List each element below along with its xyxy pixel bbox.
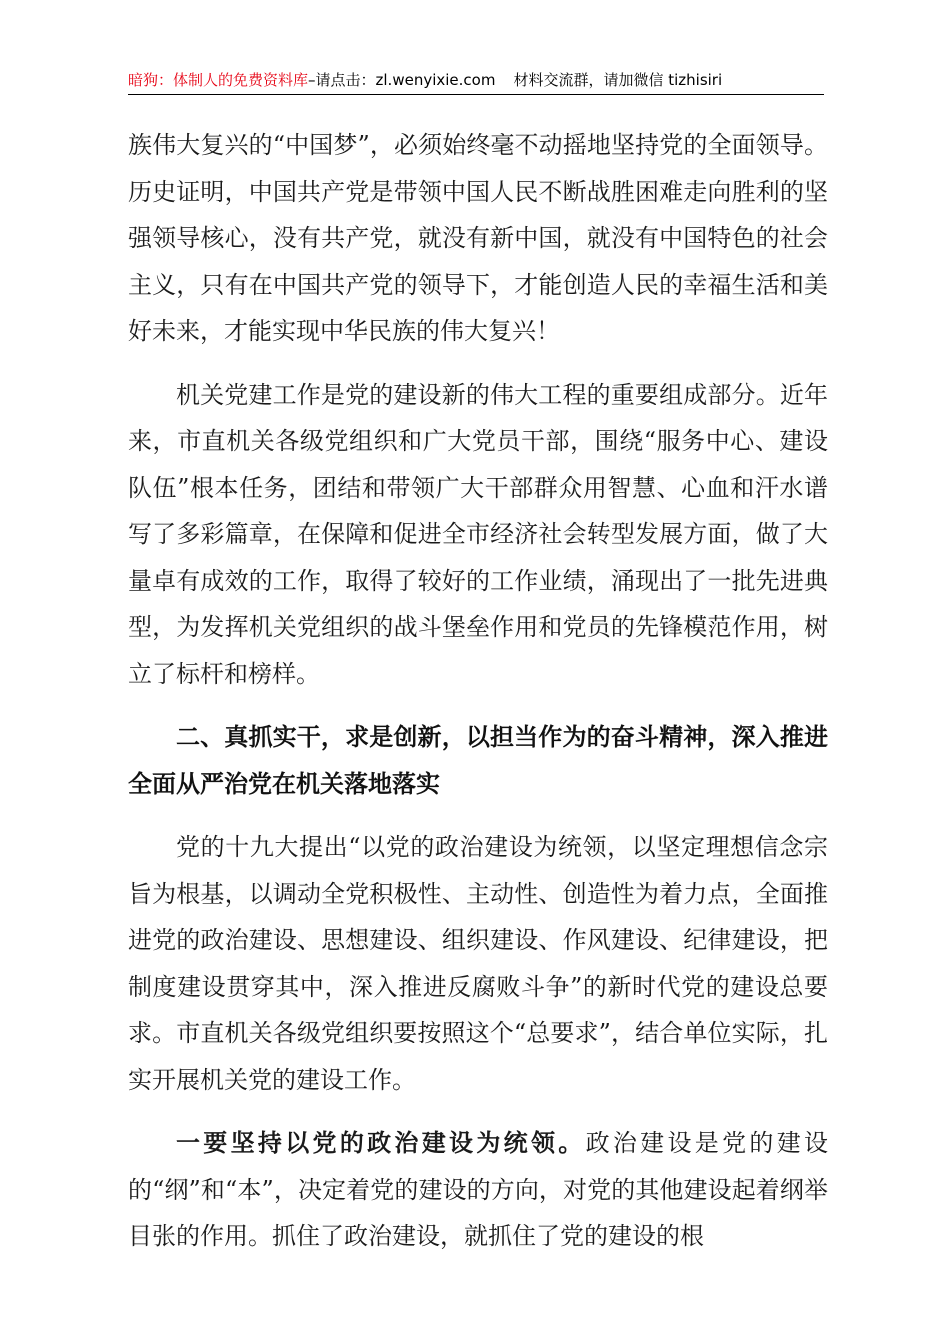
- header-contact: 材料交流群，请加微信 tizhisiri: [513, 71, 723, 89]
- section-heading-2: 二、真抓实干，求是创新，以担当作为的奋斗精神，深入推进全面从严治党在机关落地落实: [128, 723, 828, 798]
- document-body: [128, 122, 828, 1260]
- paragraph-4-text: 政治建设是党的建设的“纲”和“本”，决定着党的建设的方向，对党的其他建设起着纲举目张的作用。抓住了政治建设，就抓住了党的建设的根: [128, 1129, 829, 1250]
- paragraph-2: 机关党建工作是党的建设新的伟大工程的重要组成部分。近年来，市直机关各级党组织和广大党员干部，围绕“服务中心、建设队伍”根本任务，团结和带领广大干部群众用智慧、心血和汗水谱写了多彩篇章，在保障和促进全市经济社会转型发展方面，做了大量卓有成效的工作，取得了较好的工作业绩，涌现出了一批先进典型，为发挥机关党组织的战斗堡垒作用和党员的先锋模范作用，树立了标杆和榜样。: [128, 380, 828, 688]
- header-link-prompt[interactable]: –请点击：zl.wenyixie.com: [308, 71, 496, 89]
- paragraph-1: 族伟大复兴的“中国梦”，必须始终毫不动摇地坚持党的全面领导。历史证明，中国共产党是带领中国人民不断战胜困难走向胜利的坚强领导核心，没有共产党，就没有新中国，就没有中国特色的社会主义，只有在中国共产党的领导下，才能创造人民的幸福生活和美好未来，才能实现中华民族的伟大复兴！: [128, 131, 828, 345]
- page-header: [128, 68, 824, 95]
- header-site-label: 暗狗：体制人的免费资料库: [128, 71, 309, 89]
- paragraph-4-lead: 一要坚持以党的政治建设为统领。: [176, 1128, 586, 1157]
- paragraph-3: 党的十九大提出“以党的政治建设为统领，以坚定理想信念宗旨为根基，以调动全党积极性、主动性、创造性为着力点，全面推进党的政治建设、思想建设、组织建设、作风建设、纪律建设，把制度建设贯穿其中，深入推进反腐败斗争”的新时代党的建设总要求。市直机关各级党组织要按照这个“总要求”，结合单位实际，扎实开展机关党的建设工作。: [128, 833, 828, 1094]
- paragraph-4: [128, 1120, 828, 1260]
